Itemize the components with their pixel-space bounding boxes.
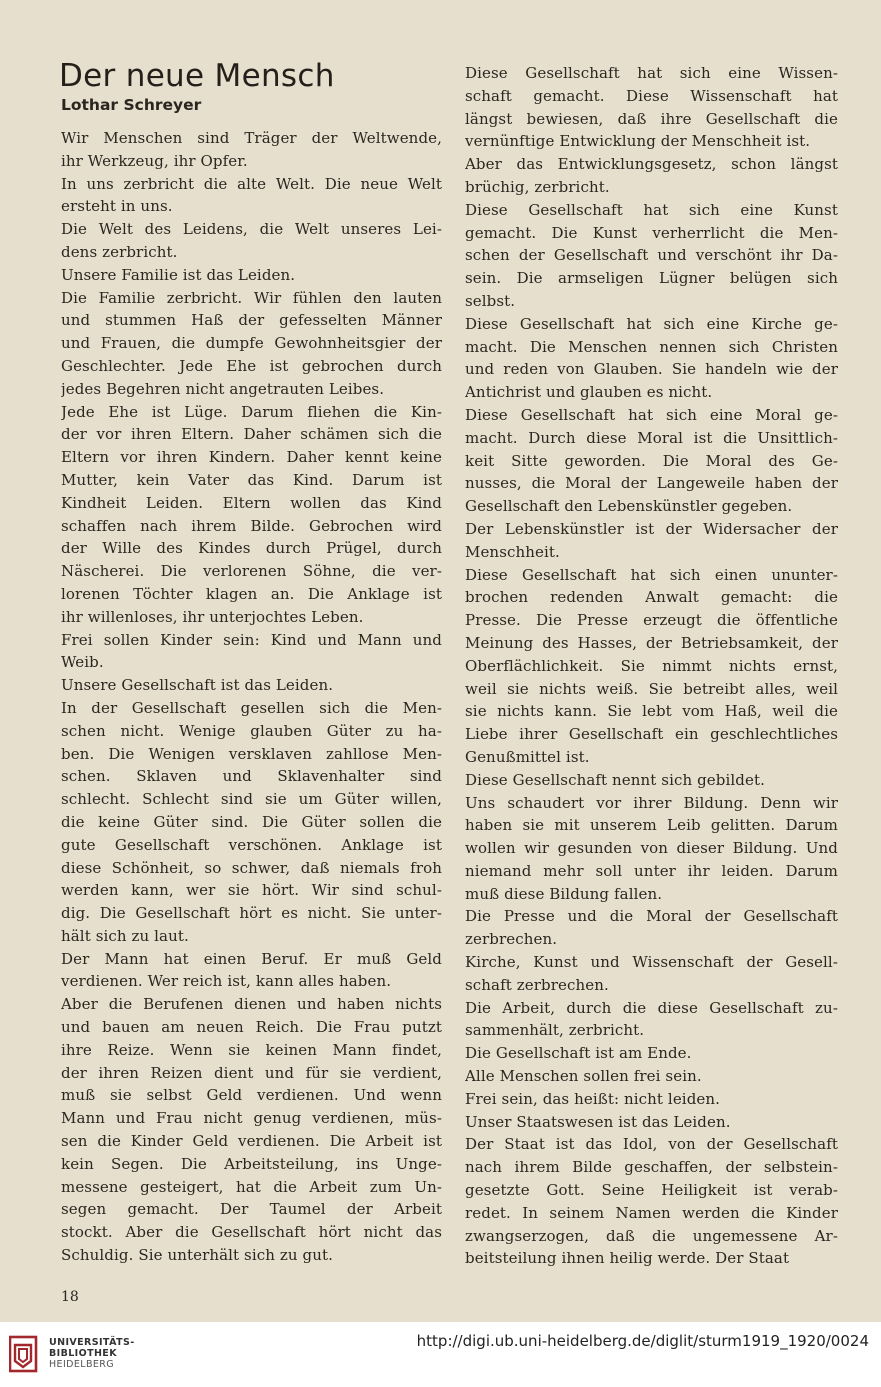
text-line: Unser Staatswesen ist das Leiden.	[465, 1112, 731, 1131]
text-line: Diese Gesellschaft hat sich eine Kunst	[465, 200, 838, 219]
text-line: sie nichts kann. Sie lebt vom Haß, weil die	[465, 702, 838, 721]
text-line: Diese Gesellschaft hat sich einen ununter-	[465, 565, 838, 584]
text-line: sein. Die armseligen Lügner belügen sich	[465, 269, 838, 288]
text-line: brüchig, zerbricht.	[465, 177, 610, 196]
right-text-column	[465, 62, 838, 1270]
text-line: brochen redenden Anwalt gemacht: die	[465, 588, 838, 607]
text-line: Aber das Entwicklungsgesetz, schon längst	[465, 155, 838, 174]
library-name	[49, 1337, 135, 1370]
text-line: werden kann, wer sie hört. Wir sind schul-	[61, 881, 442, 900]
text-line: Frei sollen Kinder sein: Kind und Mann und	[61, 630, 442, 649]
text-line: Jede Ehe ist Lüge. Darum fliehen die Kin-	[61, 402, 442, 421]
text-line: dens zerbricht.	[61, 242, 178, 261]
text-line: dig. Die Gesellschaft hört es nicht. Sie unter-	[61, 904, 442, 923]
text-line: diese Schönheit, so schwer, daß niemals froh	[61, 858, 442, 877]
text-line: lorenen Töchter klagen an. Die Anklage ist	[61, 584, 442, 603]
university-library-logo-icon	[9, 1331, 39, 1377]
text-line: Der Mann hat einen Beruf. Er muß Geld	[61, 949, 442, 968]
text-line: messene gesteigert, hat die Arbeit zum Un-	[61, 1177, 442, 1196]
text-line: gemacht. Die Kunst verherrlicht die Men-	[465, 223, 838, 242]
text-line: nach ihrem Bilde geschaffen, der selbstein-	[465, 1158, 838, 1177]
text-line: ersteht in uns.	[61, 197, 173, 216]
text-line: Kindheit Leiden. Eltern wollen das Kind	[61, 493, 442, 512]
text-line: der vor ihren Eltern. Daher schämen sich die	[61, 425, 442, 444]
text-line: Aber die Berufenen dienen und haben nichts	[61, 995, 442, 1014]
text-line: verdienen. Wer reich ist, kann alles haben.	[61, 972, 392, 991]
text-line: Uns schaudert vor ihrer Bildung. Denn wir	[465, 793, 838, 812]
library-name-line1: UNIVERSITÄTS-	[49, 1337, 135, 1348]
text-line: Genußmittel ist.	[465, 747, 590, 766]
text-line: muß sie selbst Geld verdienen. Und wenn	[61, 1086, 442, 1105]
text-line: Mann und Frau nicht genug verdienen, müs-	[61, 1109, 442, 1128]
text-line: Geschlechter. Jede Ehe ist gebrochen durch	[61, 356, 442, 375]
text-line: Antichrist und glauben es nicht.	[465, 383, 713, 402]
text-line: niemand mehr soll unter ihr leiden. Darum	[465, 861, 838, 880]
text-line: schen der Gesellschaft und verschönt ihr Da-	[465, 246, 838, 265]
text-line: In uns zerbricht die alte Welt. Die neue Welt	[61, 174, 442, 193]
text-line: Wir Menschen sind Träger der Weltwende,	[61, 129, 442, 147]
text-line: stockt. Aber die Gesellschaft hört nicht das	[61, 1223, 442, 1242]
text-line: sen die Kinder Geld verdienen. Die Arbeit ist	[61, 1132, 442, 1151]
text-line: Der Lebenskünstler ist der Widersacher der	[465, 519, 838, 538]
text-line: Der Staat ist das Idol, von der Gesellschaft	[465, 1135, 838, 1154]
text-line: weil sie nichts weiß. Sie betreibt alles, weil	[465, 679, 838, 698]
left-text-column	[61, 127, 442, 1267]
text-line: Die Familie zerbricht. Wir fühlen den lauten	[61, 288, 442, 307]
text-line: schaft gemacht. Diese Wissenschaft hat	[465, 86, 838, 105]
text-line: Alle Menschen sollen frei sein.	[465, 1067, 702, 1086]
text-line: wollen wir gesunden von dieser Bildung. Und	[465, 839, 838, 858]
library-name-line2: BIBLIOTHEK	[49, 1348, 117, 1359]
text-line: zwangserzogen, daß die ungemessene Ar-	[465, 1226, 838, 1245]
text-line: segen gemacht. Der Taumel der Arbeit	[61, 1200, 442, 1219]
text-line: Presse. Die Presse erzeugt die öffentliche	[465, 611, 838, 630]
text-line: Unsere Gesellschaft ist das Leiden.	[61, 676, 334, 695]
text-line: redet. In seinem Namen werden die Kinder	[465, 1203, 838, 1222]
text-line: Gesellschaft den Lebenskünstler gegeben.	[465, 497, 793, 516]
text-line: hält sich zu laut.	[61, 926, 189, 945]
text-line: zerbrechen.	[465, 930, 558, 949]
text-line: Die Gesellschaft ist am Ende.	[465, 1044, 692, 1063]
text-line: Kirche, Kunst und Wissenschaft der Gesell-	[465, 953, 838, 972]
text-line: keit Sitte geworden. Die Moral des Ge-	[465, 451, 838, 470]
text-line: Menschheit.	[465, 542, 560, 561]
text-line: Eltern vor ihren Kindern. Daher kennt keine	[61, 448, 442, 467]
text-line: Unsere Familie ist das Leiden.	[61, 265, 296, 284]
text-line: Diese Gesellschaft hat sich eine Kirche ge-	[465, 314, 838, 333]
text-line: Oberflächlichkeit. Sie nimmt nichts ernst,	[465, 656, 838, 675]
text-line: Schuldig. Sie unterhält sich zu gut.	[61, 1246, 333, 1265]
text-line: und Frauen, die dumpfe Gewohnheitsgier der	[61, 334, 442, 353]
text-line: Diese Gesellschaft nennt sich gebildet.	[465, 770, 765, 789]
text-line: beitsteilung ihnen heilig werde. Der Staat	[465, 1249, 790, 1268]
text-line: macht. Durch diese Moral ist die Unsittlich-	[465, 428, 838, 447]
article-title: Der neue Mensch	[59, 58, 335, 94]
library-name-line3: HEIDELBERG	[49, 1359, 115, 1370]
text-line: haben sie mit unserem Leib gelitten. Darum	[465, 816, 838, 835]
text-line: ihr Werkzeug, ihr Opfer.	[61, 151, 248, 170]
text-line: schen. Sklaven und Sklavenhalter sind	[61, 767, 442, 786]
text-line: Meinung des Hasses, der Betriebsamkeit, der	[465, 633, 838, 652]
text-line: Die Presse und die Moral der Gesellschaft	[465, 907, 838, 926]
text-line: ihre Reize. Wenn sie keinen Mann findet,	[61, 1040, 442, 1059]
text-line: Mutter, kein Vater das Kind. Darum ist	[61, 470, 442, 489]
article-author: Lothar Schreyer	[61, 96, 202, 114]
text-line: Weib.	[61, 653, 104, 672]
text-line: Diese Gesellschaft hat sich eine Moral ge-	[465, 405, 838, 424]
text-line: macht. Die Menschen nennen sich Christen	[465, 337, 838, 356]
text-line: der Wille des Kindes durch Prügel, durch	[61, 539, 442, 558]
text-line: schlecht. Schlecht sind sie um Güter willen,	[61, 790, 442, 809]
text-line: schaffen nach ihrem Bilde. Gebrochen wird	[61, 516, 442, 535]
text-line: gesetzte Gott. Seine Heiligkeit ist verab-	[465, 1181, 838, 1200]
footer-bar	[0, 1322, 881, 1387]
text-line: und bauen am neuen Reich. Die Frau putzt	[61, 1018, 442, 1037]
text-line: vernünftige Entwicklung der Menschheit ist.	[465, 132, 811, 151]
text-line: Die Arbeit, durch die diese Gesellschaft zu-	[465, 998, 838, 1017]
text-line: Die Welt des Leidens, die Welt unseres Lei-	[61, 220, 442, 239]
text-line: Näscherei. Die verlorenen Söhne, die ver-	[61, 562, 442, 581]
text-line: ben. Die Wenigen versklaven zahllose Men-	[61, 744, 442, 763]
text-line: nusses, die Moral der Langeweile haben der	[465, 474, 838, 493]
text-line: sammenhält, zerbricht.	[465, 1021, 645, 1040]
text-line: längst bewiesen, daß ihre Gesellschaft die	[465, 109, 838, 128]
text-line: und reden von Glauben. Sie handeln wie der	[465, 360, 838, 379]
text-line: schaft zerbrechen.	[465, 975, 609, 994]
text-line: Diese Gesellschaft hat sich eine Wissen-	[465, 64, 838, 82]
text-line: In der Gesellschaft gesellen sich die Men-	[61, 698, 442, 717]
source-url-link[interactable]: http://digi.ub.uni-heidelberg.de/diglit/sturm1919_1920/0024	[416, 1332, 869, 1350]
text-line: Frei sein, das heißt: nicht leiden.	[465, 1089, 720, 1108]
text-line: der ihren Reizen dient und für sie verdient,	[61, 1063, 442, 1082]
text-line: ihr willenloses, ihr unterjochtes Leben.	[61, 607, 364, 626]
text-line: jedes Begehren nicht angetrauten Leibes.	[61, 379, 385, 398]
text-line: gute Gesellschaft verschönen. Anklage ist	[61, 835, 442, 854]
text-line: und stummen Haß der gefesselten Männer	[61, 311, 442, 330]
text-line: muß diese Bildung fallen.	[465, 884, 663, 903]
text-line: die keine Güter sind. Die Güter sollen die	[61, 812, 442, 831]
text-line: selbst.	[465, 291, 516, 310]
text-line: schen nicht. Wenige glauben Güter zu ha-	[61, 721, 442, 740]
text-line: Liebe ihrer Gesellschaft ein geschlechtliches	[465, 725, 838, 744]
text-line: kein Segen. Die Arbeitsteilung, ins Unge-	[61, 1154, 442, 1173]
page-number: 18	[61, 1289, 79, 1305]
